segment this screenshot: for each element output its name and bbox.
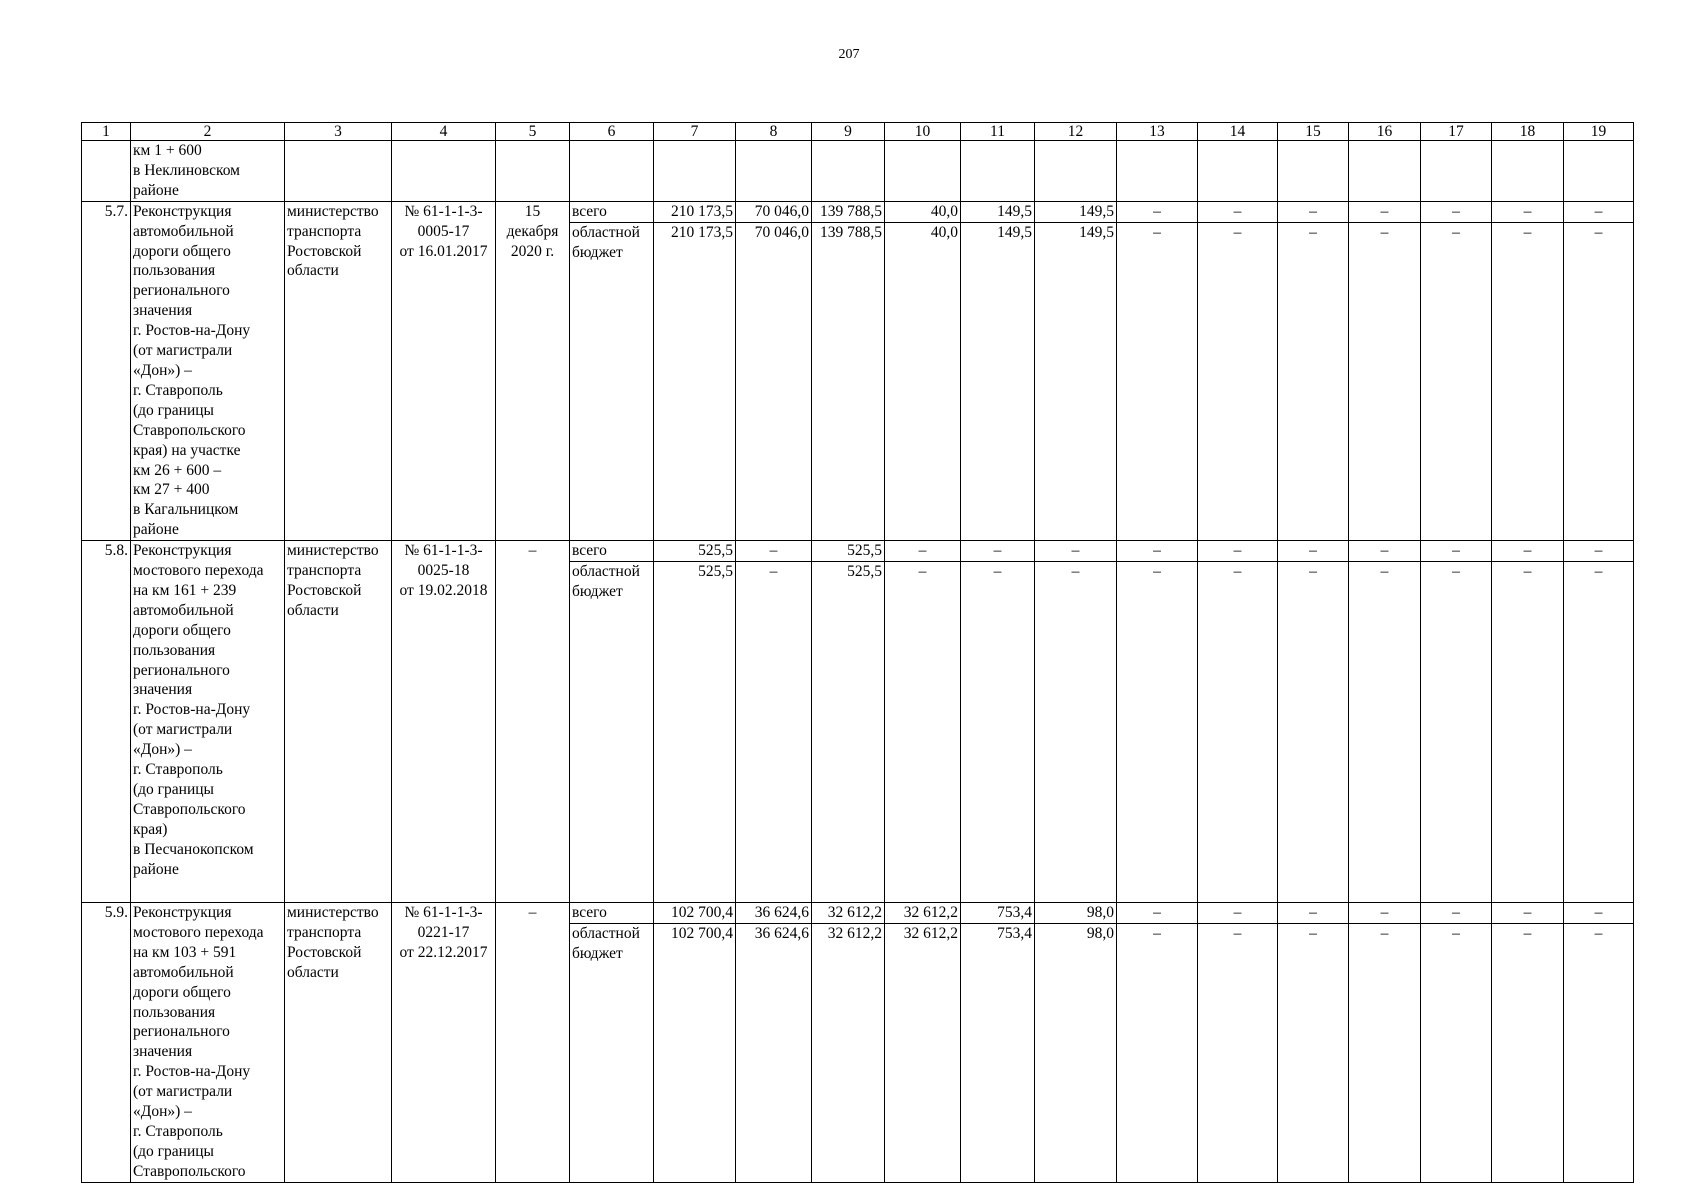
amount-cell: – [1564, 222, 1634, 540]
amount-cell: – [736, 541, 812, 562]
object-name: км 1 + 600 в Неклиновском районе [131, 141, 285, 202]
funding-source: областной бюджет [570, 222, 654, 540]
responsible-agency: министерство транспорта Ростовской области [285, 541, 392, 903]
column-header: 15 [1278, 123, 1349, 141]
document-reference: № 61-1-1-3- 0025-18 от 19.02.2018 [392, 541, 496, 903]
amount-cell: – [1278, 222, 1349, 540]
amount-cell: – [1198, 201, 1278, 222]
amount-cell: – [1278, 924, 1349, 1182]
amount-cell: 753,4 [961, 924, 1035, 1182]
amount-cell: – [1421, 201, 1492, 222]
amount-cell: – [1117, 562, 1198, 903]
amount-cell: – [885, 562, 961, 903]
amount-cell: 32 612,2 [812, 903, 885, 924]
amount-cell: 139 788,5 [812, 222, 885, 540]
budget-table [81, 122, 1634, 1183]
amount-cell: – [1492, 222, 1564, 540]
column-header: 4 [392, 123, 496, 141]
funding-source: всего [570, 541, 654, 562]
amount-cell: – [1278, 903, 1349, 924]
amount-cell: – [1492, 924, 1564, 1182]
amount-cell: 70 046,0 [736, 222, 812, 540]
amount-cell: – [1278, 541, 1349, 562]
deadline: – [496, 541, 570, 903]
amount-cell: – [1564, 201, 1634, 222]
amount-cell: 32 612,2 [885, 903, 961, 924]
amount-cell: 32 612,2 [812, 924, 885, 1182]
column-header: 2 [131, 123, 285, 141]
amount-cell: – [1117, 222, 1198, 540]
amount-cell: 70 046,0 [736, 201, 812, 222]
amount-cell: 98,0 [1035, 924, 1117, 1182]
amount-cell: 139 788,5 [812, 201, 885, 222]
amount-cell: – [1492, 903, 1564, 924]
amount-cell: – [1198, 562, 1278, 903]
object-name: Реконструкция автомобильной дороги общего пользования регионального значения г. Ростов-на-Дону (от магистрали «Дон») – г. Ставрополь (до границы Ставропольского края) на участке км 26 + 600 – км 27 + 400 в Кагальницком районе [131, 201, 285, 540]
amount-cell: – [1421, 562, 1492, 903]
responsible-agency: министерство транспорта Ростовской области [285, 201, 392, 540]
deadline: – [496, 903, 570, 1183]
column-header: 14 [1198, 123, 1278, 141]
amount-cell: 36 624,6 [736, 903, 812, 924]
document-reference: № 61-1-1-3- 0005-17 от 16.01.2017 [392, 201, 496, 540]
funding-source: всего [570, 903, 654, 924]
row-number: 5.7. [82, 201, 131, 540]
document-reference: № 61-1-1-3- 0221-17 от 22.12.2017 [392, 903, 496, 1183]
amount-cell: – [1117, 201, 1198, 222]
funding-source: областной бюджет [570, 562, 654, 903]
amount-cell: – [961, 562, 1035, 903]
table-row [82, 903, 1634, 924]
amount-cell: – [1421, 541, 1492, 562]
column-header: 10 [885, 123, 961, 141]
amount-cell: 149,5 [1035, 201, 1117, 222]
column-header: 6 [570, 123, 654, 141]
column-header: 18 [1492, 123, 1564, 141]
amount-cell: – [1198, 924, 1278, 1182]
object-name: Реконструкция мостового перехода на км 161 + 239 автомобильной дороги общего пользования регионального значения г. Ростов-на-Дону (от магистрали «Дон») – г. Ставрополь (до границы Ставропольского края) в Песчанокопском районе [131, 541, 285, 903]
amount-cell: – [1349, 562, 1421, 903]
column-header: 1 [82, 123, 131, 141]
amount-cell: 40,0 [885, 201, 961, 222]
table-row [82, 201, 1634, 222]
column-header: 7 [654, 123, 736, 141]
amount-cell: 753,4 [961, 903, 1035, 924]
funding-source: областной бюджет [570, 924, 654, 1182]
amount-cell: 32 612,2 [885, 924, 961, 1182]
amount-cell: – [1564, 924, 1634, 1182]
amount-cell: – [1349, 924, 1421, 1182]
amount-cell: – [1117, 903, 1198, 924]
amount-cell: 98,0 [1035, 903, 1117, 924]
amount-cell: – [1278, 201, 1349, 222]
amount-cell: 525,5 [812, 541, 885, 562]
amount-cell: 149,5 [961, 222, 1035, 540]
amount-cell: – [1349, 222, 1421, 540]
funding-source: всего [570, 201, 654, 222]
amount-cell: – [1198, 903, 1278, 924]
amount-cell: – [1349, 201, 1421, 222]
amount-cell: – [736, 562, 812, 903]
column-header: 3 [285, 123, 392, 141]
responsible-agency: министерство транспорта Ростовской области [285, 903, 392, 1183]
column-header: 11 [961, 123, 1035, 141]
amount-cell: 102 700,4 [654, 924, 736, 1182]
amount-cell: – [1421, 222, 1492, 540]
amount-cell: 210 173,5 [654, 222, 736, 540]
amount-cell: – [1564, 541, 1634, 562]
amount-cell: – [1492, 562, 1564, 903]
amount-cell: 149,5 [961, 201, 1035, 222]
amount-cell: – [1198, 222, 1278, 540]
amount-cell: – [1564, 903, 1634, 924]
amount-cell: – [885, 541, 961, 562]
amount-cell: – [1492, 541, 1564, 562]
amount-cell: 525,5 [654, 541, 736, 562]
continuation-row [82, 141, 1634, 202]
amount-cell: 40,0 [885, 222, 961, 540]
amount-cell: – [1492, 201, 1564, 222]
amount-cell: 525,5 [812, 562, 885, 903]
object-name: Реконструкция мостового перехода на км 103 + 591 автомобильной дороги общего пользования регионального значения г. Ростов-на-Дону (от магистрали «Дон») – г. Ставрополь (до границы Ставропольского [131, 903, 285, 1183]
amount-cell: – [1117, 541, 1198, 562]
amount-cell: – [1035, 562, 1117, 903]
amount-cell: – [961, 541, 1035, 562]
amount-cell: – [1198, 541, 1278, 562]
page-number: 207 [838, 47, 860, 62]
deadline: 15 декабря 2020 г. [496, 201, 570, 540]
column-header: 5 [496, 123, 570, 141]
column-header: 13 [1117, 123, 1198, 141]
column-header: 19 [1564, 123, 1634, 141]
amount-cell: 36 624,6 [736, 924, 812, 1182]
amount-cell: 149,5 [1035, 222, 1117, 540]
table-body [82, 201, 1634, 1182]
amount-cell: – [1117, 924, 1198, 1182]
column-header: 17 [1421, 123, 1492, 141]
row-number: 5.8. [82, 541, 131, 903]
column-number-row [82, 123, 1634, 141]
amount-cell: – [1421, 903, 1492, 924]
table-row [82, 541, 1634, 562]
amount-cell: – [1564, 562, 1634, 903]
amount-cell: – [1035, 541, 1117, 562]
amount-cell: 210 173,5 [654, 201, 736, 222]
amount-cell: – [1349, 541, 1421, 562]
amount-cell: 102 700,4 [654, 903, 736, 924]
column-header: 16 [1349, 123, 1421, 141]
row-number: 5.9. [82, 903, 131, 1183]
amount-cell: 525,5 [654, 562, 736, 903]
column-header: 8 [736, 123, 812, 141]
column-header: 12 [1035, 123, 1117, 141]
column-header: 9 [812, 123, 885, 141]
amount-cell: – [1278, 562, 1349, 903]
amount-cell: – [1349, 903, 1421, 924]
amount-cell: – [1421, 924, 1492, 1182]
